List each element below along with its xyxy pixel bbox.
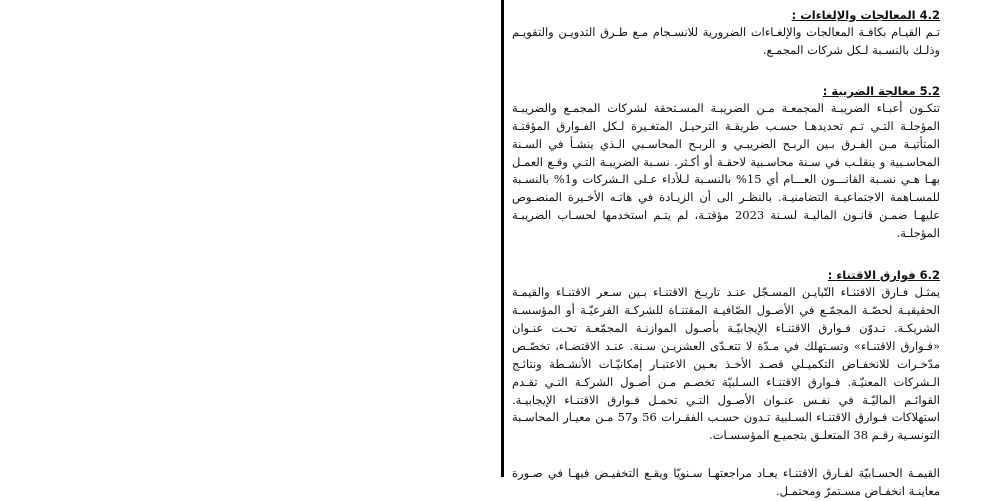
- section-spacer: [512, 243, 940, 266]
- section-paragraph-goodwill-review: القيمـة الحسـابيّة لفـارق الاقتنـاء يعـاد مراجعتهـا سـنويّا ويقـع التخفيـض فيهـا في صـورة معاينـة انخفـاض مسـتمرّ ومحتمـل.: [512, 466, 940, 499]
- section-paragraph-adjustments: تـم القيـام بكافـة المعالجات والإلغـاءات الضرورية للانسـجام مـع طـرق التدويـن والتقويـم وذلـك بالنسـبة لـكل شركات المجمـع.: [512, 25, 940, 57]
- section-paragraph-goodwill: يمثـل فـارق الاقتنـاء التّبايـن المسـجّل عنـد تاريـخ الاقتنـاء بـين سـعر الاقتنـاء والقيمـة الحقيقيـة لحصّـة المجمّـع في الأصـول الصّافيـة المقتنـاة للشركـة الفرعيّـة أو المؤسسـة الشريكـة. تـدوّن فـوارق الاقتنـاء الإيجابيّـة بأصـول الموازنـة المجمّعـة تحـت عنـوان «فـوارق الاقتنـاء» وتسـتهلك في مـدّة لا تتعـدّى العشريـن سـنة. عنـد الاقتضـاء، تخصّـص مدّخـرات للانخفـاض التكميـلي قصـد الأخـذ بعـين الاعتبـار إمكانيّـات الأنشـطة ونتائـج الـشركات المعنيّـة. فـوارق الاقتنـاء السـلبيّة تخصـم مـن أصـول الشركـة التـي تقـدم القوائـم الماليّـة في نفـس عنـوان الأصـول التـي تحمـل فـوارق الاقتنـاء الإيجابيـة. استهلاكات فـوارق الاقتنـاء السـلبية تـدون حسـب الفقـرات 56 و57 مـن معيـار المحاسـبة التونسـية رقـم 38 المتعلـق بتجميـع المؤسسـات.: [512, 285, 940, 443]
- section-paragraph-tax: تتكـون أعبـاء الضريبـة المجمعـة مـن الضريبـة المسـتحقة لشركات المجمـع والضريبـة المؤجلـة التـي تـم تحديدهـا حسـب طريقـة الترحيـل المتغـيرة لـكل الفـوارق المؤقتـة المتأتيـة مـن الفـرق بـين الربـح الضريبـي و الربـح المحاسـبي الـذي ينشـأ في السـنة المحاسـبية و ينقلـب في سـنة محاسـبية لاحقـة أو أكـثر. نسـبة الضريبـة التـي وقـع العمـل بهـا هـي نسـبة القانـــون العـــام أي 15% بالنسـبة لـلأداء عـلى الـشركات و1% بالنسـبة للمسـاهمة الاجتماعيـة التضامنيـة. بالنظـر الى أن الزيـادة في هاتـه الأخـيرة المنصـوص عليهـا ضمـن قانـون الماليـة لسـنة 2023 مؤقتـة، لم يتـم استخدمها لحسـاب الضريبـة المؤجلـة.: [512, 100, 940, 241]
- section-spacer: [512, 60, 940, 82]
- section-heading-goodwill: 6.2 فوارق الاقتناء :: [827, 268, 940, 283]
- page-divider-line: [501, 0, 504, 477]
- section-heading-tax: 5.2 معالجة الضريبة :: [822, 83, 940, 98]
- blank-left-area: [0, 0, 500, 477]
- section-heading-adjustments: 4.2 المعالجات والإلغاءات :: [791, 8, 940, 22]
- document-page: [512, 6, 940, 501]
- paragraph-spacer: [512, 445, 940, 465]
